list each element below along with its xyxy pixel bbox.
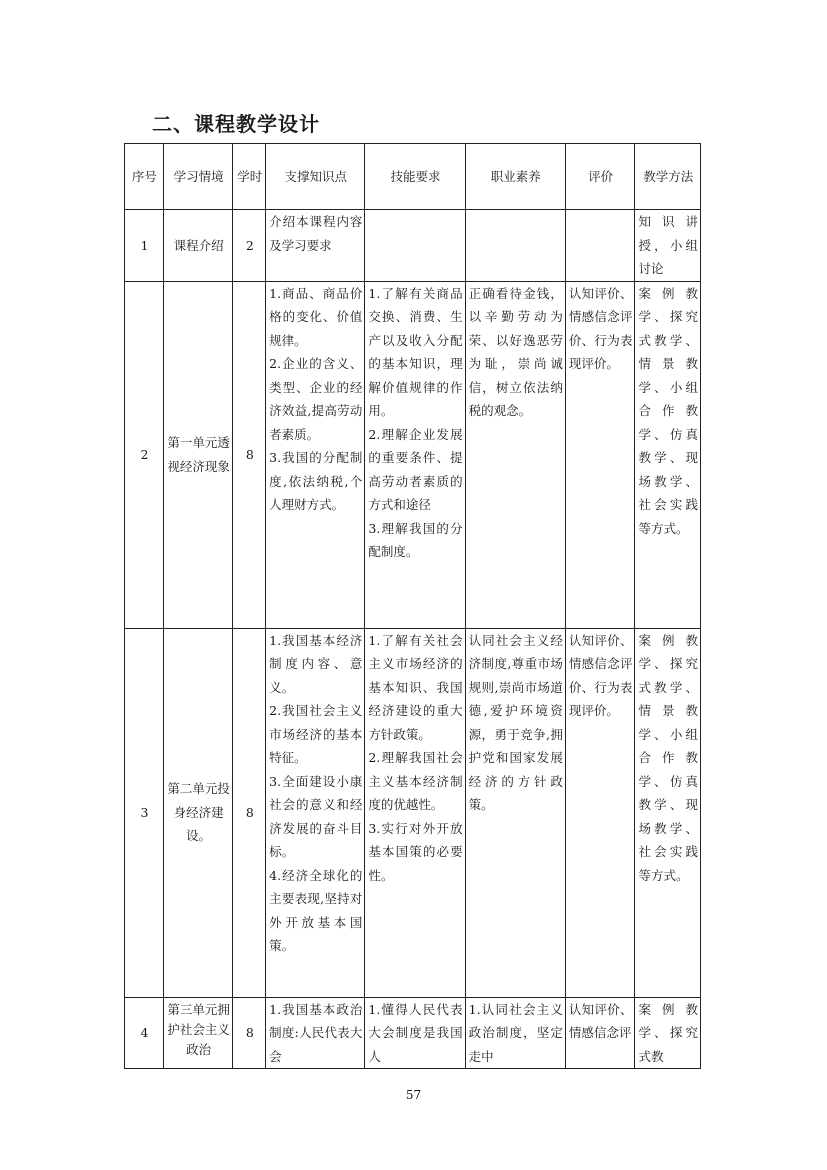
row-evaluation: 认知评价、情感信念评 bbox=[565, 997, 635, 1069]
header-no: 序号 bbox=[125, 144, 164, 210]
skill-item: 2.理解企业发展的重要条件、提高劳动者素质的方式和途径 bbox=[368, 426, 463, 512]
row-method: 案例教学、探究式教学、情景教学、小组合作教学、仿真教学、现场教学、社会实践等方式。 bbox=[635, 628, 701, 997]
header-row bbox=[125, 144, 701, 210]
skill-item: 1.懂得人民代表大会制度是我国人 bbox=[368, 1001, 463, 1064]
knowledge-item: 1.我国基本经济制度内容、意义。 bbox=[269, 632, 363, 695]
knowledge-item: 1.我国基本政治制度:人民代表大会 bbox=[269, 1001, 363, 1064]
section-title: 二、课程教学设计 bbox=[152, 112, 320, 136]
row-knowledge bbox=[266, 210, 365, 282]
knowledge-item: 2.我国社会主义市场经济的基本特征。 bbox=[269, 703, 363, 765]
page-number: 57 bbox=[405, 1088, 422, 1102]
row-situation: 第一单元透视经济现象 bbox=[163, 281, 233, 628]
table-row bbox=[125, 628, 701, 997]
row-hours: 8 bbox=[233, 997, 266, 1069]
row-situation: 第二单元投身经济建设。 bbox=[163, 628, 233, 997]
header-evaluation: 评价 bbox=[565, 144, 635, 210]
header-literacy: 职业素养 bbox=[465, 144, 565, 210]
knowledge-item: 介绍本课程内容及学习要求 bbox=[269, 214, 363, 253]
row-knowledge bbox=[266, 997, 365, 1069]
row-literacy bbox=[465, 210, 565, 282]
row-literacy bbox=[465, 281, 565, 628]
skill-item: 3.理解我国的分配制度。 bbox=[368, 520, 463, 559]
row-skills bbox=[365, 281, 465, 628]
row-method: 案例教学、探究式教 bbox=[635, 997, 701, 1069]
row-hours: 8 bbox=[233, 628, 266, 997]
row-method: 知识讲授，小组讨论 bbox=[635, 210, 701, 282]
row-skills bbox=[365, 628, 465, 997]
row-no: 2 bbox=[125, 281, 164, 628]
table-row bbox=[125, 997, 701, 1069]
row-hours: 8 bbox=[233, 281, 266, 628]
skill-item: 3.实行对外开放基本国策的必要性。 bbox=[368, 820, 463, 883]
row-skills bbox=[365, 997, 465, 1069]
row-no: 3 bbox=[125, 628, 164, 997]
header-hours: 学时 bbox=[233, 144, 266, 210]
row-evaluation: 认知评价、情感信念评价、行为表现评价。 bbox=[565, 281, 635, 628]
row-hours: 2 bbox=[233, 210, 266, 282]
skill-item: 1.了解有关社会主义市场经济的基本知识、我国经济建设的重大方针政策。 bbox=[368, 632, 463, 742]
header-knowledge: 支撑知识点 bbox=[266, 144, 365, 210]
row-knowledge bbox=[266, 628, 365, 997]
knowledge-item: 4.经济全球化的主要表现,坚持对外开放基本国策。 bbox=[269, 867, 363, 953]
skill-item: 1.了解有关商品交换、消费、生产以及收入分配的基本知识，理解价值规律的作用。 bbox=[368, 285, 463, 418]
knowledge-item: 1.商品、商品价格的变化、价值规律。 bbox=[269, 285, 363, 348]
row-method: 案例教学、探究式教学、情景教学、小组合作教学、仿真教学、现场教学、社会实践等方式。 bbox=[635, 281, 701, 628]
row-situation: 课程介绍 bbox=[163, 210, 233, 282]
knowledge-item: 2.企业的含义、类型、企业的经济效益,提高劳动者素质。 bbox=[269, 356, 363, 442]
literacy-item: 认同社会主义经济制度,尊重市场规则,崇尚市场道德,爱护环境资源，勇于竞争,拥护党和国家发展经济的方针政策。 bbox=[468, 632, 563, 812]
row-no: 4 bbox=[125, 997, 164, 1069]
row-evaluation: 认知评价、情感信念评价、行为表现评价。 bbox=[565, 628, 635, 997]
skill-item: 2.理解我国社会主义基本经济制度的优越性。 bbox=[368, 750, 463, 812]
literacy-item: 正确看待金钱，以辛勤劳动为荣、以好逸恶劳为耻，崇尚诚信，树立依法纳税的观念。 bbox=[468, 285, 563, 418]
table-row bbox=[125, 210, 701, 282]
row-literacy bbox=[465, 628, 565, 997]
row-no: 1 bbox=[125, 210, 164, 282]
table-row bbox=[125, 281, 701, 628]
header-situation: 学习情境 bbox=[163, 144, 233, 210]
literacy-item: 1.认同社会主义政治制度，坚定走中 bbox=[468, 1001, 563, 1064]
row-knowledge bbox=[266, 281, 365, 628]
row-skills bbox=[365, 210, 465, 282]
knowledge-item: 3.我国的分配制度,依法纳税,个人理财方式。 bbox=[269, 450, 363, 512]
course-design-table bbox=[124, 143, 701, 1069]
row-literacy bbox=[465, 997, 565, 1069]
header-skills: 技能要求 bbox=[365, 144, 465, 210]
row-evaluation bbox=[565, 210, 635, 282]
knowledge-item: 3.全面建设小康社会的意义和经济发展的奋斗目标。 bbox=[269, 773, 363, 859]
header-method: 教学方法 bbox=[635, 144, 701, 210]
row-situation: 第三单元拥护社会主义政治 bbox=[163, 997, 233, 1069]
